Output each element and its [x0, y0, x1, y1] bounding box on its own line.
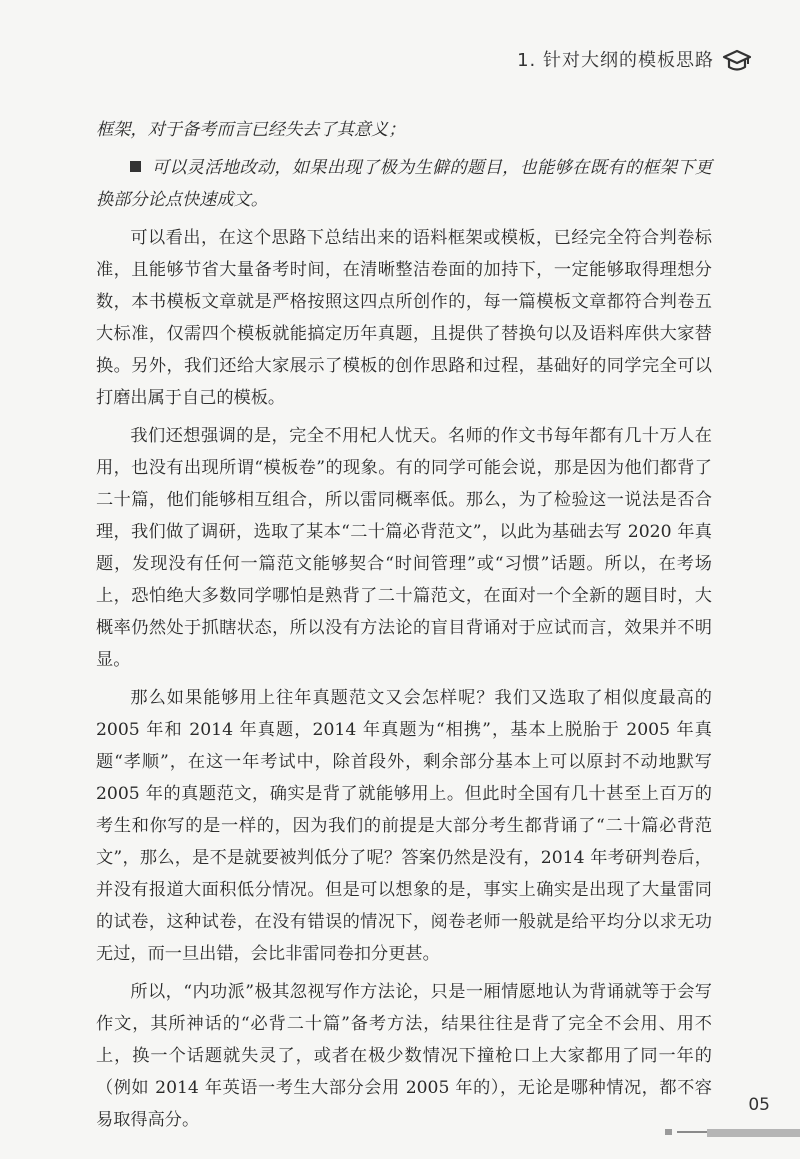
footer-line — [677, 1131, 709, 1133]
page-number: 05 — [748, 1095, 770, 1115]
footer-decoration — [665, 1127, 800, 1137]
paragraph: 可以看出，在这个思路下总结出来的语料框架或模板，已经完全符合判卷标准，且能够节省大量备考时间，在清晰整洁卷面的加持下，一定能够取得理想分数，本书模板文章就是严格按照这四点所创作的，每一篇模板文章都符合判卷五大标准，仅需四个模板就能搞定历年真题，且提供了替换句以及语料库供大家替换。另外，我们还给大家展示了模板的创作思路和过程，基础好的同学完全可以打磨出属于自己的模板。 — [96, 228, 712, 408]
paragraph: 我们还想强调的是，完全不用杞人忧天。名师的作文书每年都有几十万人在用，也没有出现所谓“模板卷”的现象。有的同学可能会说，那是因为他们都背了二十篇，他们能够相互组合，所以雷同概率低。那么，为了检验这一说法是否合理，我们做了调研，选取了某本“二十篇必背范文”，以此为基础去写 2020 年真题，发现没有任何一篇范文能够契合“时间管理”或“习惯”话题。所以，在考场上，恐怕绝大多数同学哪怕是熟背了二十篇范文，在面对一个全新的题目时，大概率仍然处于抓瞎状态，所以没有方法论的盲目背诵对于应试而言，效果并不明显。 — [96, 426, 712, 670]
paragraph: 所以，“内功派”极其忽视写作方法论，只是一厢情愿地认为背诵就等于会写作文，其所神话的“必背二十篇”备考方法，结果往往是背了完全不会用、用不上，换一个话题就失灵了，或者在极少数情况下撞枪口上大家都用了同一年的（例如 2014 年英语一考生大部分会用 2005 年的），无论是哪种情况，都不容易取得高分。 — [96, 982, 712, 1130]
graduation-cap-icon — [722, 48, 752, 74]
section-title: 1. 针对大纲的模板思路 — [517, 50, 714, 71]
bullet-paragraph — [96, 152, 712, 216]
body-text — [96, 114, 712, 1142]
paragraph-continuation: 框架，对于备考而言已经失去了其意义； — [96, 120, 406, 140]
square-bullet-icon — [130, 161, 141, 172]
footer-dot — [665, 1129, 672, 1135]
paragraph: 那么如果能够用上往年真题范文又会怎样呢？我们又选取了相似度最高的 2005 年和 2014 年真题，2014 年真题为“相携”，基本上脱胎于 2005 年真题“孝顺”，在这一年考试中，除首段外，剩余部分基本上可以原封不动地默写 2005 年的真题范文，确实是背了就能够用上。但此时全国有几十甚至上百万的考生和你写的是一样的，因为我们的前提是大部分考生都背诵了“二十篇必背范文”，那么，是不是就要被判低分了呢？答案仍然是没有，2014 年考研判卷后，并没有报道大面积低分情况。但是可以想象的是，事实上确实是出现了大量雷同的试卷，这种试卷，在没有错误的情况下，阅卷老师一般就是给平均分以求无功无过，而一旦出错，会比非雷同卷扣分更甚。 — [96, 688, 712, 964]
footer-band — [707, 1129, 800, 1137]
bullet-text: 可以灵活地改动，如果出现了极为生僻的题目，也能够在既有的框架下更换部分论点快速成文。 — [96, 158, 712, 210]
